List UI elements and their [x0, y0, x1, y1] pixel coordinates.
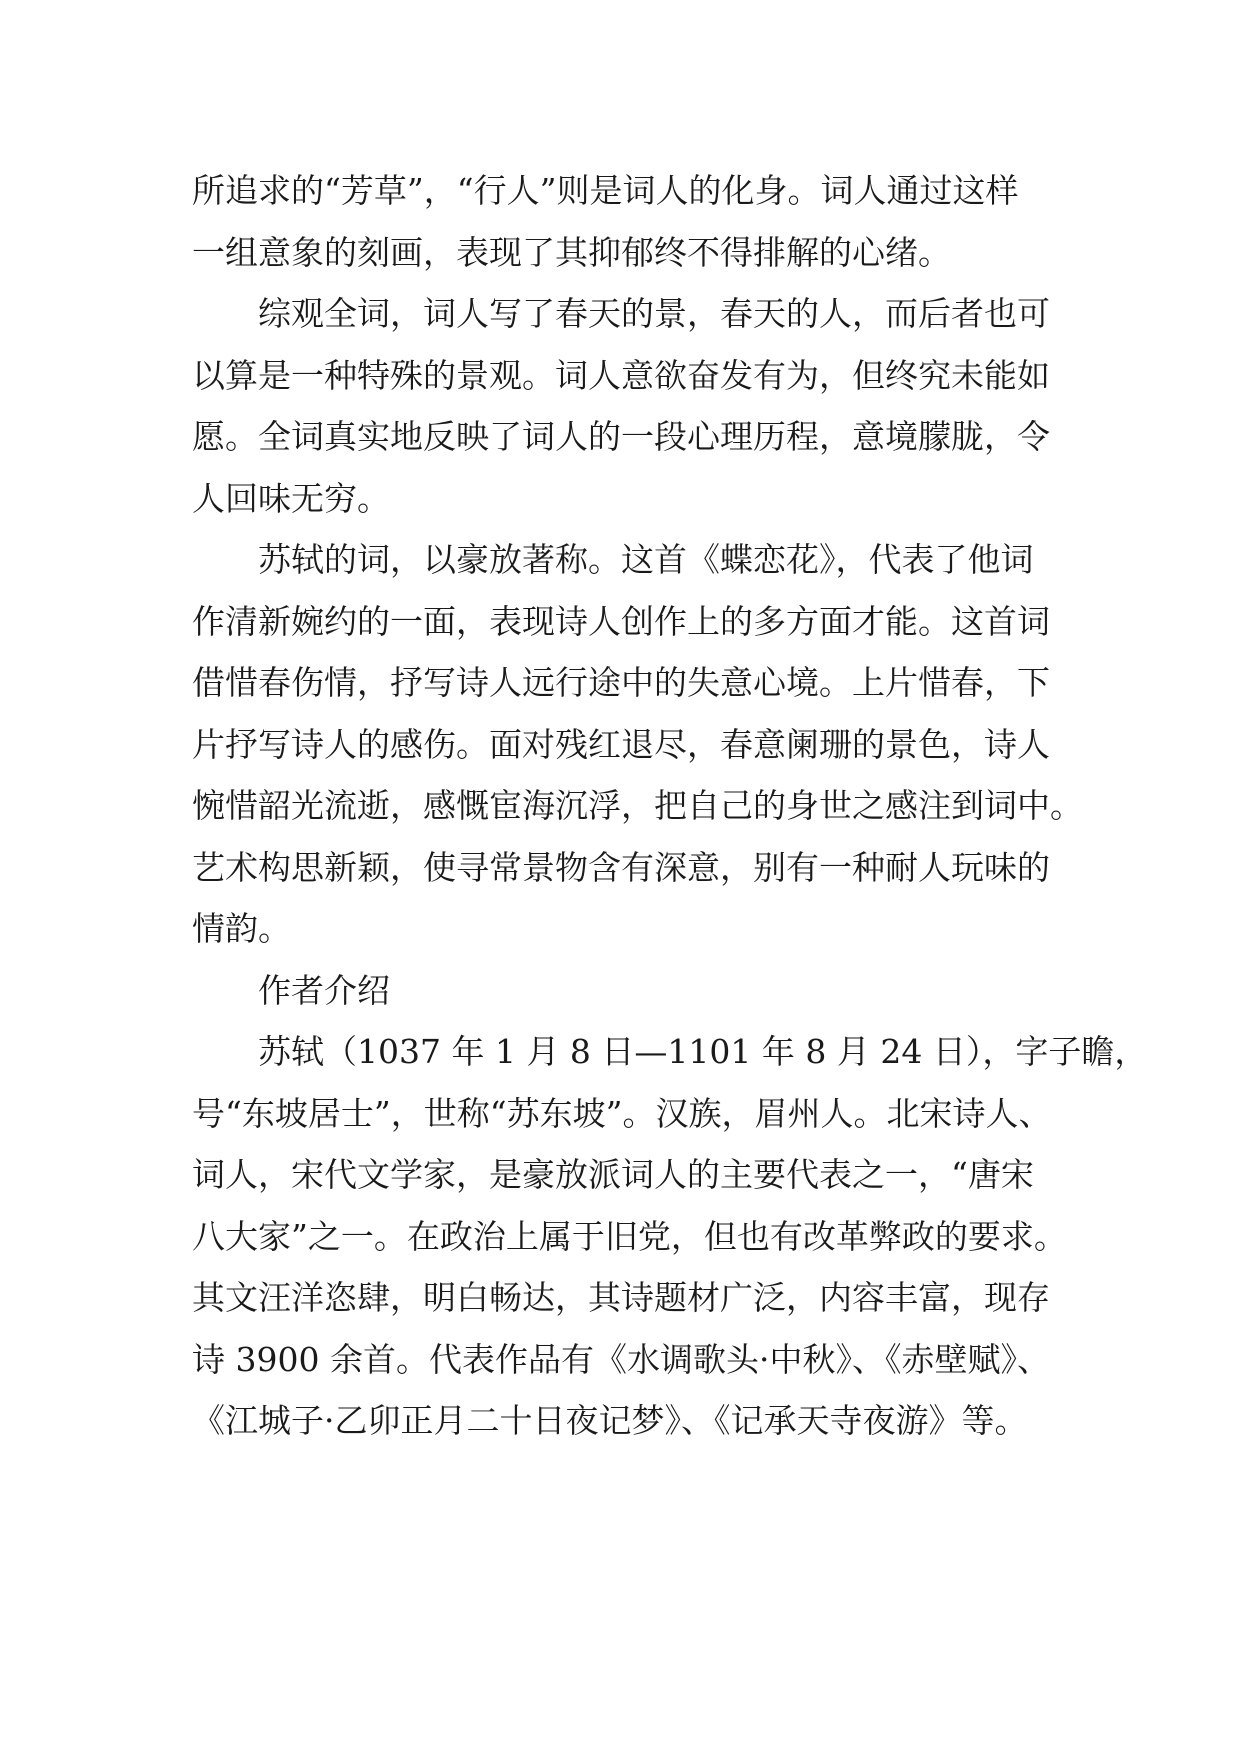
text-line: 艺术构思新颖，使寻常景物含有深意，别有一种耐人玩味的	[192, 847, 1050, 887]
text-line: 作清新婉约的一面，表现诗人创作上的多方面才能。这首词	[192, 601, 1050, 641]
text-line: 愿。全词真实地反映了词人的一段心理历程，意境朦胧，令	[192, 417, 1050, 456]
text-line: 片抒写诗人的感伤。面对残红退尽，春意阑珊的景色，诗人	[192, 724, 1050, 764]
text-line: 所追求的“芳草”，“行人”则是词人的化身。词人通过这样	[192, 171, 1019, 210]
text-line: 《江城子·乙卯正月二十日夜记梦》、《记承天寺夜游》等。	[192, 1401, 1028, 1440]
body-text	[192, 160, 1148, 1452]
text-line: 借惜春伤情，抒写诗人远行途中的失意心境。上片惜春，下	[192, 663, 1050, 702]
text-line: 其文汪洋恣肆，明白畅达，其诗题材广泛，内容丰富，现存	[192, 1278, 1050, 1317]
text-line: 词人，宋代文学家，是豪放派词人的主要代表之一，“唐宋	[192, 1155, 1034, 1194]
section-heading: 作者介绍	[258, 970, 390, 1010]
text-line: 综观全词，词人写了春天的景，春天的人，而后者也可	[258, 294, 1050, 333]
text-line: 惋惜韶光流逝，感慨宦海沉浮，把自己的身世之感注到词中。	[192, 786, 1083, 825]
text-line: 号“东坡居士”，世称“苏东坡”。汉族，眉州人。北宋诗人、	[192, 1093, 1052, 1133]
text-line: 诗 3900 余首。代表作品有《水调歌头·中秋》、《赤壁赋》、	[192, 1339, 1050, 1379]
text-line: 苏轼（1037 年 1 月 8 日—1101 年 8 月 24 日），字子瞻，	[258, 1032, 1148, 1071]
text-line: 以算是一种特殊的景观。词人意欲奋发有为，但终究未能如	[192, 355, 1050, 395]
text-line: 人回味无穷。	[192, 478, 390, 518]
text-line: 情韵。	[192, 909, 291, 948]
text-line: 苏轼的词，以豪放著称。这首《蝶恋花》，代表了他词	[258, 540, 1034, 579]
text-line: 一组意象的刻画，表现了其抑郁终不得排解的心绪。	[192, 232, 951, 272]
text-line: 八大家”之一。在政治上属于旧党，但也有改革弊政的要求。	[192, 1216, 1067, 1256]
